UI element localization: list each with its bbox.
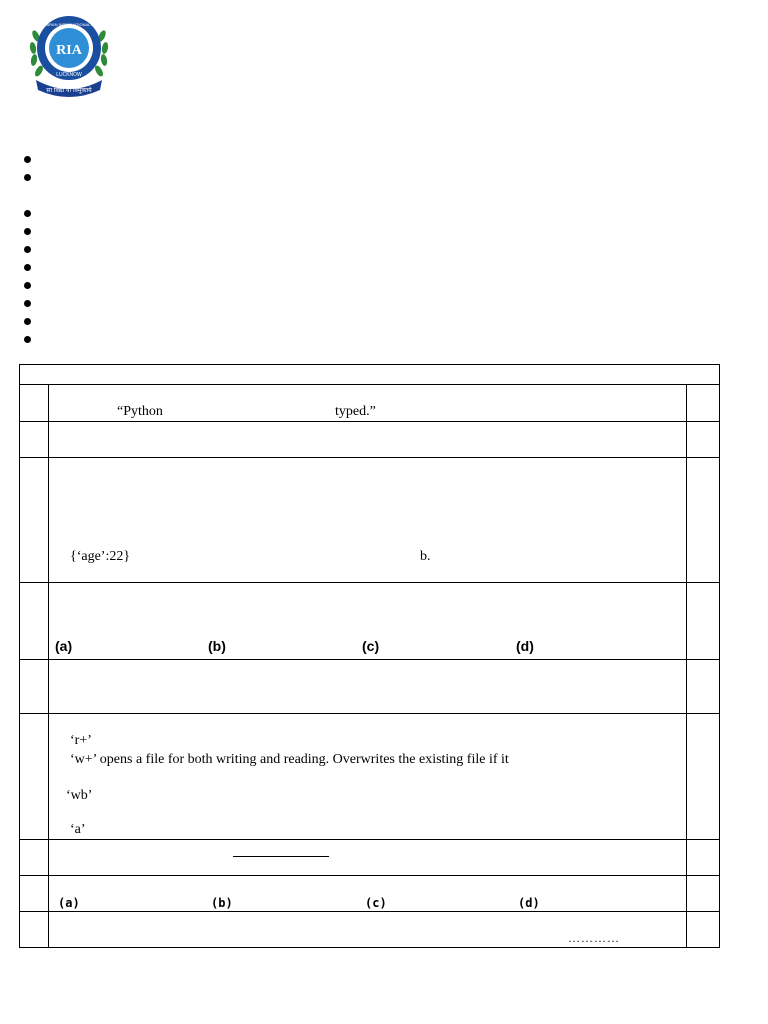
bullet-marker — [24, 246, 31, 253]
row-divider — [20, 421, 719, 422]
q1-left-quote: “Python — [117, 404, 163, 419]
row-divider — [20, 875, 719, 876]
q4-option-a: (a) — [55, 638, 73, 654]
logo-ring-text: RAJESHWARAN INTERNATIONAL ACADEMY — [27, 22, 111, 27]
bullet-marker — [24, 282, 31, 289]
q4-option-c: (c) — [362, 638, 380, 654]
q8-option-a: (a) — [58, 896, 80, 910]
q6-line-w-plus: ‘w+’ opens a file for both writing and reading. Overwrites the existing file if it — [70, 752, 509, 767]
q3-dict-text: {‘age’:22} — [70, 549, 131, 564]
logo-city: LUCKNOW — [56, 72, 82, 78]
q8-option-c: (c) — [365, 896, 387, 910]
q4-option-d: (d) — [516, 638, 534, 654]
bullet-marker — [24, 264, 31, 271]
bullet-marker — [24, 174, 31, 181]
row-divider — [20, 713, 719, 714]
column-divider-marks — [686, 384, 687, 947]
bullet-marker — [24, 210, 31, 217]
school-crest-icon — [24, 6, 114, 100]
bullet-marker — [24, 300, 31, 307]
bullet-marker — [24, 228, 31, 235]
q6-line-a: ‘a’ — [70, 822, 86, 837]
row-divider — [20, 384, 719, 385]
bullet-marker — [24, 318, 31, 325]
q1-right-quote: typed.” — [335, 404, 376, 419]
q3-option-b: b. — [420, 549, 431, 564]
q8-option-d: (d) — [518, 896, 540, 910]
bullet-marker — [24, 156, 31, 163]
school-logo — [24, 6, 114, 100]
bullet-marker — [24, 336, 31, 343]
row-divider — [20, 839, 719, 840]
row-divider — [20, 457, 719, 458]
row-divider — [20, 582, 719, 583]
q6-line-r-plus: ‘r+’ — [70, 733, 92, 748]
logo-motto: सा विद्या या विमुक्तये — [46, 87, 92, 94]
row-divider — [20, 911, 719, 912]
q8-option-b: (b) — [211, 896, 233, 910]
q7-fill-blank — [233, 856, 329, 857]
question-table — [19, 364, 720, 948]
q4-option-b: (b) — [208, 638, 226, 654]
row-divider — [20, 659, 719, 660]
q9-dotted-blank: ………… — [568, 931, 620, 945]
logo-initials: RIA — [56, 43, 82, 58]
q6-line-wb: ‘wb’ — [66, 788, 93, 803]
column-divider-number — [48, 384, 49, 947]
